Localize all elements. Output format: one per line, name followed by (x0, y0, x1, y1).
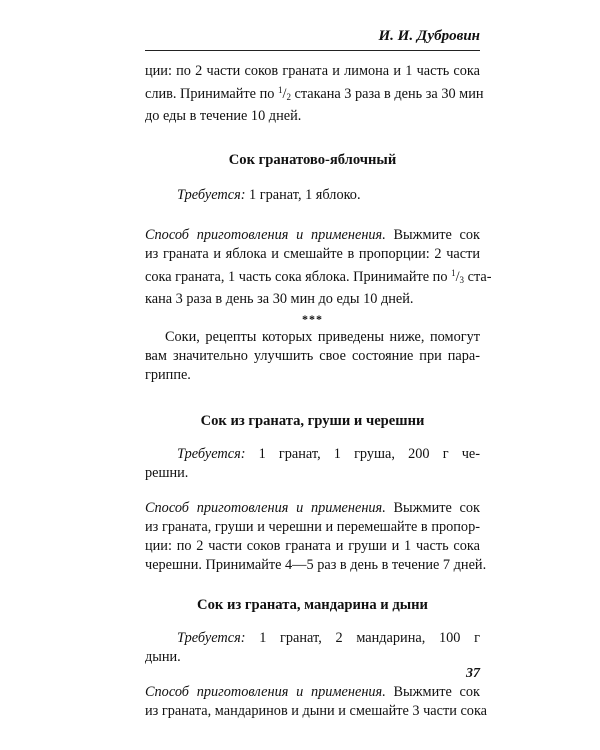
text-segment: слив. Принимайте по (145, 86, 278, 102)
continuation-paragraph (145, 62, 484, 126)
text-line: из граната, мандаринов и дыни и смешайте 3 части сока (145, 703, 488, 719)
ingredients-paragraph (145, 629, 480, 667)
ingredients-label: Требуется: (177, 446, 246, 462)
page-content (145, 62, 492, 721)
text-line: из граната, груши и черешни и перемешайте в пропор- (145, 519, 480, 535)
text-line (145, 629, 480, 648)
text-segment: стакана 3 раза в день за 30 мин (290, 86, 484, 102)
text-line (145, 226, 480, 245)
text-line (145, 81, 484, 107)
section-divider-stars: *** (302, 312, 323, 326)
text-line (145, 264, 492, 290)
text-line: Соки, рецепты которых приведены ниже, помогут (165, 329, 480, 345)
text-line (145, 499, 480, 518)
fraction-slash: / (282, 86, 287, 102)
ingredients-label: Требуется: (177, 187, 246, 203)
fraction-numerator: 1 (451, 268, 456, 278)
section-heading-pomegranate-apple: Сок гранатово-яблочный (228, 152, 397, 168)
text-line (145, 445, 480, 464)
ingredients-text: 1 гранат, 1 яблоко. (245, 187, 361, 203)
ingredients-paragraph (145, 445, 480, 483)
section-heading-pomegranate-pear-cherry: Сок из граната, груши и черешни (200, 413, 425, 429)
text-line: дыни. (145, 649, 181, 665)
method-label: Способ приготовления и применения. (145, 227, 386, 243)
text-segment: 1 гранат, 1 груша, 200 г че- (245, 446, 480, 462)
text-line: решни. (145, 465, 189, 481)
header-rule (145, 50, 480, 51)
text-line: ции: по 2 части соков граната и лимона и 1 часть сока (145, 63, 480, 79)
ingredients-label: Требуется: (177, 630, 246, 646)
intro-paragraph (145, 328, 480, 385)
text-line: до еды в течение 10 дней. (145, 108, 302, 124)
text-line: черешни. Принимайте 4—5 раз в день в течение 7 дней. (145, 557, 487, 573)
text-line: кана 3 раза в день за 30 мин до еды 10 дней. (145, 291, 414, 307)
page-number: 37 (466, 666, 480, 681)
text-segment: Выжмите сок (385, 684, 480, 700)
method-label: Способ приготовления и применения. (145, 500, 386, 516)
fraction-one-third (451, 269, 464, 285)
text-segment: 1 гранат, 2 мандарина, 100 г (245, 630, 480, 646)
text-segment: Выжмите сок (385, 500, 480, 516)
text-line: гриппе. (145, 367, 191, 383)
text-line: ции: по 2 части соков граната и груши и 1 часть сока (145, 538, 480, 554)
fraction-slash: / (455, 269, 460, 285)
method-paragraph (145, 226, 492, 309)
text-segment: Выжмите сок (385, 227, 480, 243)
section-heading-pomegranate-mandarin-melon: Сок из граната, мандарина и дыни (197, 597, 428, 613)
fraction-numerator: 1 (277, 85, 283, 95)
fraction-one-half (278, 86, 291, 102)
method-label: Способ приготовления и применения. (145, 684, 386, 700)
ingredients-line (145, 186, 480, 205)
text-line: вам значительно улучшить свое состояние при пара- (145, 348, 480, 364)
method-paragraph (145, 499, 487, 575)
text-segment: сока граната, 1 часть сока яблока. Принимайте по (145, 269, 452, 285)
text-segment: ста- (464, 269, 492, 285)
text-line (145, 683, 480, 702)
text-line: из граната и яблока и смешайте в пропорции: 2 части (145, 246, 480, 262)
fraction-denominator: 2 (286, 92, 291, 102)
running-title: И. И. Дубровин (378, 28, 480, 44)
method-paragraph (145, 683, 488, 721)
fraction-denominator: 3 (459, 275, 465, 285)
